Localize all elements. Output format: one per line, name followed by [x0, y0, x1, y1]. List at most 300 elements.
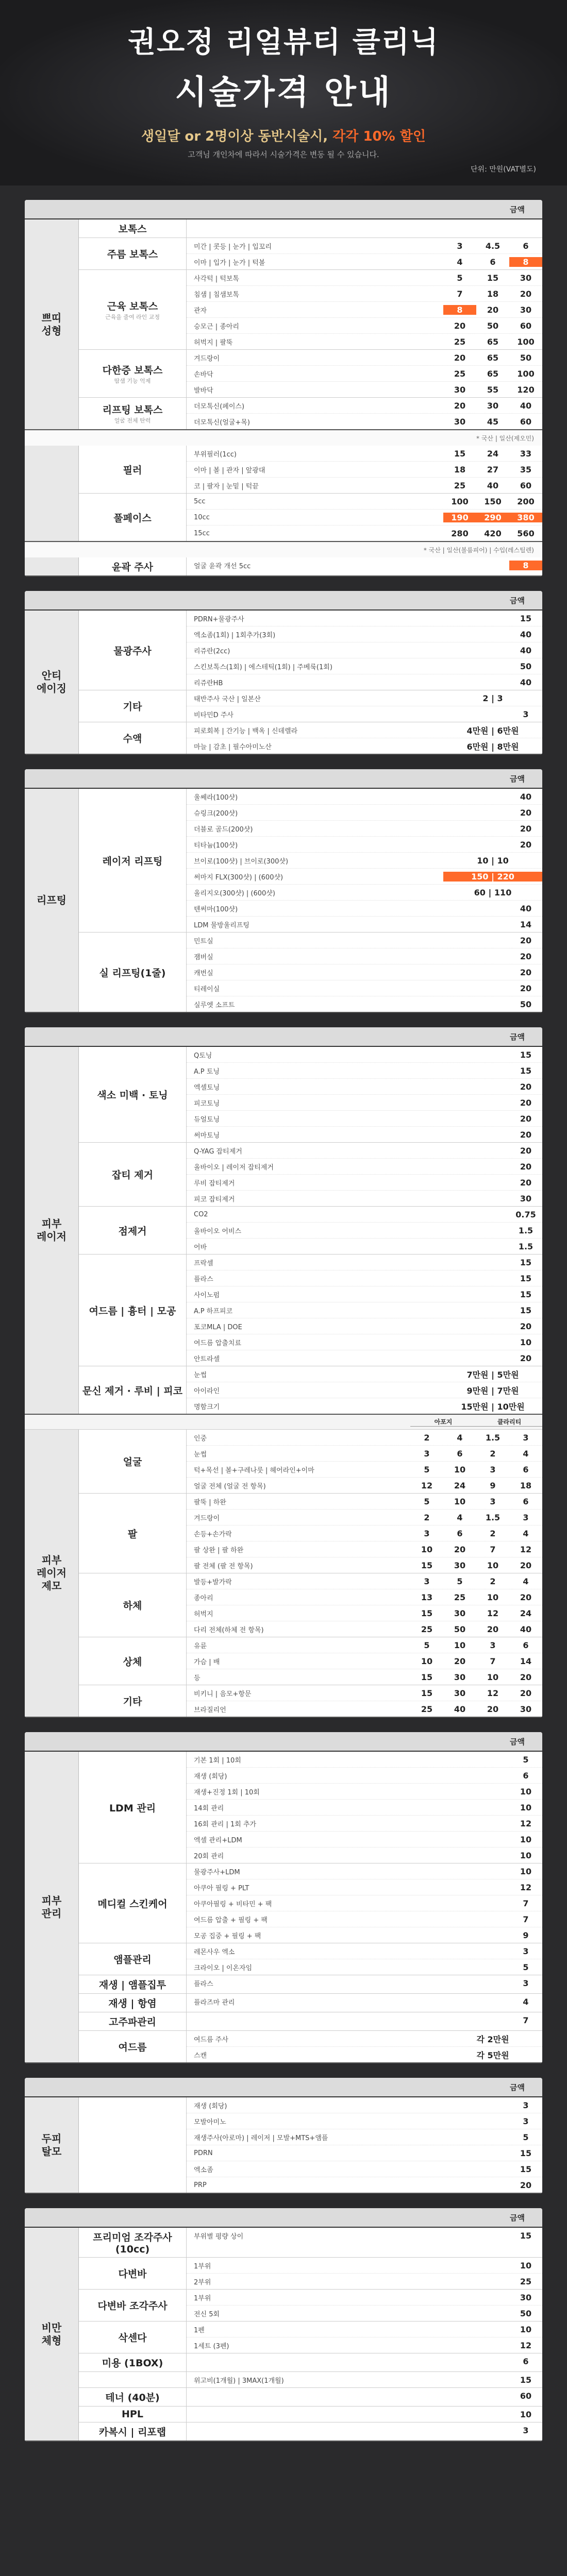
item-label: 피코토닝 [194, 1099, 220, 1108]
price-row [187, 526, 542, 541]
group-rows [187, 2228, 542, 2257]
price-value: 8 [443, 305, 476, 315]
price-value: 3 [424, 1528, 430, 1538]
price-value: 3 [490, 1640, 496, 1650]
group-rows [187, 690, 542, 722]
price-value: 20 [454, 320, 466, 331]
price-value: 3 [424, 1576, 430, 1586]
price-value: 7 [523, 1914, 529, 1924]
price-row [187, 1895, 542, 1911]
item-label: 다리 전체(하체 전 항목) [194, 1626, 264, 1634]
group-rows [187, 611, 542, 690]
section-title: 두피 탈모 [25, 2097, 79, 2193]
item-label: 1부위 [194, 2262, 211, 2270]
price-value: 150 | 220 [443, 872, 542, 882]
price-value: 5 [457, 1576, 463, 1586]
item-label: 부위별 평량 상이 [194, 2232, 244, 2241]
treatment-group [79, 1685, 542, 1717]
price-value: 20 [520, 823, 532, 834]
price-value: 60 [520, 320, 532, 331]
price-value: 15 [520, 1305, 532, 1315]
price-row [187, 1494, 542, 1510]
price-value: 13 [421, 1592, 433, 1602]
price-value: 25 [454, 480, 466, 490]
price-value: 1.5 [485, 1512, 501, 1522]
item-label: 손바닥 [194, 370, 213, 379]
price-row [187, 2177, 542, 2193]
price-value: 10 [520, 1786, 532, 1797]
price-value: 200 [517, 496, 535, 506]
price-row [187, 270, 542, 286]
group-subtitle: 근육을 줄여 라인 교정 [105, 313, 160, 320]
price-row [187, 2353, 542, 2369]
price-row [187, 1382, 542, 1398]
price-value: 10 [520, 2324, 532, 2334]
item-label: 여드름 주사 [194, 2036, 228, 2044]
price-row [187, 1047, 542, 1063]
group-title [79, 1207, 187, 1254]
group-subtitle: 땀샘 기능 억제 [114, 377, 151, 384]
section-title: 쁘띠 성형 [25, 219, 79, 429]
price-row [187, 1191, 542, 1206]
price-value: 18 [487, 289, 499, 299]
treatment-group [79, 690, 542, 722]
price-value: 각 2만원 [476, 2034, 509, 2044]
price-value: 25 [421, 1624, 433, 1634]
price-value: 50 [520, 661, 532, 671]
price-value: 5 [523, 2132, 529, 2142]
price-value: 3 [523, 2100, 529, 2110]
treatment-group [79, 2353, 542, 2372]
price-value: 100 [517, 368, 535, 379]
price-row [187, 1589, 542, 1605]
price-row [187, 1510, 542, 1526]
group-rows [187, 1943, 542, 1975]
price-value: 6 [490, 257, 496, 267]
price-value: 40 [520, 629, 532, 639]
price-header: 금액 [25, 1027, 542, 1047]
price-value: 10 [520, 2260, 532, 2270]
price-value: 20 [520, 1560, 532, 1570]
group-title [79, 270, 187, 349]
price-value: 12 [520, 2340, 532, 2350]
price-value: 15 [421, 1672, 433, 1682]
group-rows [187, 2388, 542, 2406]
item-label: 실루엣 소프트 [194, 1001, 235, 1009]
group-title [79, 2031, 187, 2062]
treatment-group [79, 1143, 542, 1207]
treatment-group [79, 270, 542, 350]
group-rows [187, 1430, 542, 1493]
group-title [79, 446, 187, 493]
group-rows [187, 2012, 542, 2030]
hero-banner [0, 0, 567, 185]
price-value: 6 [523, 1464, 529, 1475]
unit-note: 단위: 만원(VAT별도) [471, 165, 536, 174]
group-rows [187, 494, 542, 541]
treatment-group [79, 2372, 542, 2388]
item-label: 브라질리언 [194, 1706, 226, 1714]
item-label: 미간 | 콧등 | 눈가 | 입꼬리 [194, 243, 272, 251]
price-row [187, 1573, 542, 1589]
price-card-antiaging [25, 591, 542, 755]
price-row [187, 1832, 542, 1848]
price-value: 40 [520, 677, 532, 687]
price-row [187, 690, 542, 706]
price-value: 10 [520, 2409, 532, 2419]
item-label: 리쥬란(2cc) [194, 647, 230, 655]
price-value: 6 [523, 1640, 529, 1650]
price-value: 20 [520, 1081, 532, 1092]
price-row [187, 462, 542, 478]
price-header: 금액 [25, 1732, 542, 1752]
price-value: 15 [520, 1065, 532, 1076]
price-header: 금액 [25, 2208, 542, 2228]
group-name: 문신 제거 · 루비 | 피코 [82, 1385, 183, 1397]
price-value: 20 [487, 1704, 499, 1714]
column-headers [25, 1415, 542, 1430]
price-value: 10 [454, 1640, 466, 1650]
section [25, 1047, 542, 1415]
price-row [187, 1127, 542, 1142]
price-value: 12 [520, 1882, 532, 1892]
group-title [79, 1430, 187, 1493]
group-rows [187, 446, 542, 493]
price-value: 10 [520, 1850, 532, 1860]
promo-text [0, 126, 567, 145]
price-card-scalp [25, 2078, 542, 2194]
price-value: 30 [520, 1193, 532, 1204]
section [25, 219, 542, 430]
price-value: 20 [520, 1145, 532, 1156]
price-value: 20 [520, 1353, 532, 1363]
price-row [187, 1334, 542, 1350]
group-rows [187, 1994, 542, 2012]
group-name: 실 리프팅(1줄) [99, 967, 166, 979]
price-row [187, 1207, 542, 1223]
price-value: 45 [487, 416, 499, 427]
price-value: 10 [454, 1496, 466, 1506]
price-value: 15 [454, 448, 466, 459]
item-label: 10cc [194, 513, 210, 521]
item-label: 크라이오 | 이온자임 [194, 1964, 253, 1972]
group-name: HPL [122, 2409, 143, 2420]
group-rows [187, 2290, 542, 2321]
price-row [187, 398, 542, 414]
treatment-group [79, 1637, 542, 1685]
price-row [187, 1350, 542, 1366]
price-value: 380 [509, 513, 542, 522]
price-value: 60 | 110 [474, 887, 512, 897]
group-name: 레이저 리프팅 [102, 855, 163, 867]
promo-prefix: 생일달 or 2명이상 동반시술시, [141, 129, 328, 144]
price-value: 3 [424, 1448, 430, 1459]
group-rows [187, 789, 542, 932]
group-name: 다한증 보톡스 [102, 364, 163, 376]
price-row [187, 1669, 542, 1685]
item-label: 14회 관리 [194, 1804, 224, 1812]
price-value: 7 [523, 1898, 529, 1908]
group-name: 여드름 | 흉터 | 모공 [89, 1305, 176, 1317]
item-label: 관자 [194, 307, 207, 315]
group-name: 필러 [123, 464, 142, 476]
price-row [187, 869, 542, 885]
item-label: CO2 [194, 1210, 208, 1218]
item-label: 엑소좀(1회) | 1회추가(3회) [194, 631, 276, 639]
item-label: 5cc [194, 497, 206, 505]
group-rows [187, 219, 542, 238]
price-row [187, 1994, 542, 2009]
price-value: 14 [520, 1656, 532, 1666]
price-row [187, 1752, 542, 1768]
group-name: 삭센다 [118, 2332, 147, 2344]
item-label: 모공 집중 + 필링 + 팩 [194, 1932, 261, 1940]
price-row [187, 948, 542, 964]
group-title [79, 2258, 187, 2289]
price-value: 10 | 10 [477, 855, 509, 866]
group-name: 기타 [123, 1696, 142, 1707]
group-rows [187, 398, 542, 429]
price-row [187, 478, 542, 493]
price-value: 4.5 [485, 241, 501, 251]
price-value: 20 [520, 935, 532, 945]
price-value: 6만원 | 8만원 [466, 741, 519, 752]
price-value: 40 [487, 480, 499, 490]
section-title: 피부 레이저 제모 [25, 1430, 79, 1717]
price-value: 12 [421, 1480, 433, 1490]
item-label: 써마토닝 [194, 1131, 220, 1140]
price-value: 15 [520, 2230, 532, 2241]
price-row [187, 642, 542, 658]
price-value: 3 [457, 241, 463, 251]
treatment-group [79, 2012, 542, 2031]
price-header: 금액 [25, 200, 542, 219]
section-body [79, 446, 542, 541]
group-name: 여드름 [118, 2042, 147, 2053]
group-title [79, 2290, 187, 2321]
group-title [79, 1975, 187, 1993]
item-label: 아이라인 [194, 1387, 220, 1395]
price-row [187, 885, 542, 901]
price-value: 20 [520, 1129, 532, 1140]
price-value: 5 [523, 1754, 529, 1765]
price-row [187, 1286, 542, 1302]
price-row [187, 414, 542, 429]
price-value: 10 [520, 1866, 532, 1876]
price-row [187, 853, 542, 869]
price-row [187, 2274, 542, 2289]
price-value: 15 [520, 613, 532, 623]
price-row [187, 1943, 542, 1959]
item-label: 인중 [194, 1434, 207, 1443]
item-label: 유륜 [194, 1642, 207, 1650]
price-value: 15 [520, 2148, 532, 2158]
treatment-group [79, 1207, 542, 1255]
treatment-group [79, 1573, 542, 1637]
price-value: 24 [454, 1480, 466, 1490]
column-header: 아포지 [410, 1417, 476, 1427]
item-label: 더블로 골드(200샷) [194, 825, 253, 834]
treatment-group [79, 2290, 542, 2321]
item-label: 스킨보톡스(1회) | 에스테틱(1회) | 주베룩(1회) [194, 663, 332, 671]
treatment-group [79, 1975, 542, 1994]
item-label: 울쎄라(100샷) [194, 793, 238, 802]
price-row [187, 1398, 542, 1414]
section [25, 2097, 542, 2194]
group-name: 리프팅 보톡스 [102, 404, 163, 416]
item-label: 허벅지 | 팔뚝 [194, 338, 233, 347]
price-value: 3 [523, 1432, 529, 1443]
group-name: 하체 [123, 1600, 142, 1612]
item-label: 프락셀 [194, 1259, 213, 1267]
price-value: 4 [457, 1432, 463, 1443]
price-row [187, 1430, 542, 1446]
price-value: 5 [424, 1640, 430, 1650]
price-row [187, 1526, 542, 1541]
group-title [79, 2388, 187, 2406]
group-rows [187, 1573, 542, 1637]
price-value: 25 [454, 368, 466, 379]
price-row [187, 382, 542, 397]
price-value: 60 [520, 2391, 532, 2401]
price-row [187, 1927, 542, 1943]
group-rows [187, 350, 542, 397]
price-value: 20 [520, 1688, 532, 1698]
treatment-group [79, 398, 542, 429]
section-body [79, 1430, 542, 1717]
treatment-group [79, 1943, 542, 1975]
group-rows [187, 557, 542, 575]
group-title [79, 722, 187, 754]
treatment-group [79, 933, 542, 1012]
price-value: 15만원 | 10만원 [461, 1401, 525, 1412]
item-label: 플라스 [194, 1980, 213, 1988]
section-body [79, 611, 542, 754]
price-value: 4 [523, 1448, 529, 1459]
price-value: 3 [490, 1496, 496, 1506]
item-label: 발등+발가락 [194, 1578, 232, 1586]
price-value: 190 [443, 513, 476, 522]
price-row [187, 1557, 542, 1573]
group-title [79, 1863, 187, 1943]
price-card-skin_laser [25, 1027, 542, 1718]
group-rows [187, 1685, 542, 1717]
group-name: 잡티 제거 [111, 1170, 154, 1181]
group-name: 색소 미백 · 토닝 [97, 1090, 168, 1101]
price-value: 20 [520, 1097, 532, 1108]
item-label: Q-YAG 잡티제거 [194, 1147, 242, 1156]
price-value: 9만원 | 7만원 [466, 1385, 519, 1396]
price-value: 14 [520, 919, 532, 929]
treatment-group [79, 2422, 542, 2441]
item-label: 여드름 압출치료 [194, 1339, 242, 1347]
section-note: * 국산 | 일산(제오민) [25, 430, 542, 446]
price-value: 7 [457, 289, 463, 299]
price-value: 65 [487, 352, 499, 363]
price-value: 2 [490, 1528, 496, 1538]
treatment-group [79, 1752, 542, 1863]
page-title: 시술가격 안내 [175, 74, 392, 112]
price-value: 20 [520, 983, 532, 993]
price-value: 15 [421, 1608, 433, 1618]
price-value: 10 [487, 1592, 499, 1602]
group-rows [187, 1207, 542, 1254]
price-card-lifting [25, 769, 542, 1013]
price-row [187, 1911, 542, 1927]
item-label: 슈링크(200샷) [194, 809, 238, 818]
price-row [187, 789, 542, 805]
item-label: 재생+진정 1회 | 10회 [194, 1788, 260, 1797]
price-row [187, 2290, 542, 2306]
item-label: Q토닝 [194, 1052, 212, 1060]
item-label: 재생주사(아로마) | 레이저 | 모발+MTS+앰플 [194, 2134, 328, 2142]
price-value: 15 [520, 2375, 532, 2385]
treatment-group [79, 1994, 542, 2012]
price-value: 65 [487, 368, 499, 379]
item-label: 겨드랑이 [194, 1514, 220, 1522]
item-label: 재생 (회당) [194, 1772, 227, 1781]
section-body [79, 1752, 542, 2062]
price-value: 2 [424, 1512, 430, 1522]
price-value: 60 [520, 416, 532, 427]
item-label: 사각턱 | 턱보톡 [194, 275, 239, 283]
section-title: 피부 레이저 [25, 1047, 79, 1414]
price-value: 20 [520, 289, 532, 299]
price-value: 4만원 | 6만원 [466, 725, 519, 736]
group-name: 앰플관리 [113, 1954, 152, 1965]
price-value: 100 [451, 496, 469, 506]
price-value: 15 [421, 1560, 433, 1570]
price-value: 30 [487, 400, 499, 411]
group-title [79, 1943, 187, 1975]
item-label: 민트실 [194, 937, 213, 945]
price-value: 12 [520, 1818, 532, 1828]
price-value: 10 [520, 1834, 532, 1844]
price-row [187, 1143, 542, 1159]
price-value: 20 [520, 1161, 532, 1172]
price-row [187, 254, 542, 269]
group-title [79, 1637, 187, 1685]
price-row [187, 933, 542, 948]
item-label: 텐써마(100샷) [194, 905, 238, 913]
price-value: 30 [454, 416, 466, 427]
group-title [79, 1685, 187, 1717]
group-name: 수액 [123, 733, 142, 744]
price-row [187, 658, 542, 674]
group-title [79, 2406, 187, 2422]
disclaimer: 고객님 개인차에 따라서 시술가격은 변동 될 수 있습니다. [188, 150, 379, 159]
price-row [187, 2047, 542, 2062]
price-value: 2 [424, 1432, 430, 1443]
price-value: 5 [424, 1496, 430, 1506]
item-label: 아쿠아필링 + 비타민 + 팩 [194, 1900, 272, 1908]
price-row [187, 510, 542, 526]
item-label: 팔 상완 | 팔 하완 [194, 1546, 244, 1554]
price-row [187, 2161, 542, 2177]
treatment-group [79, 2258, 542, 2290]
group-rows [187, 2406, 542, 2422]
group-rows [187, 1975, 542, 1993]
group-rows [187, 1366, 542, 1414]
price-value: 5 [424, 1464, 430, 1475]
column-header: 클라리티 [476, 1417, 542, 1427]
price-value: 20 [520, 1113, 532, 1124]
group-title [79, 1573, 187, 1637]
treatment-group [79, 2031, 542, 2062]
treatment-group [79, 1863, 542, 1943]
price-row [187, 1605, 542, 1621]
group-rows [187, 1637, 542, 1685]
